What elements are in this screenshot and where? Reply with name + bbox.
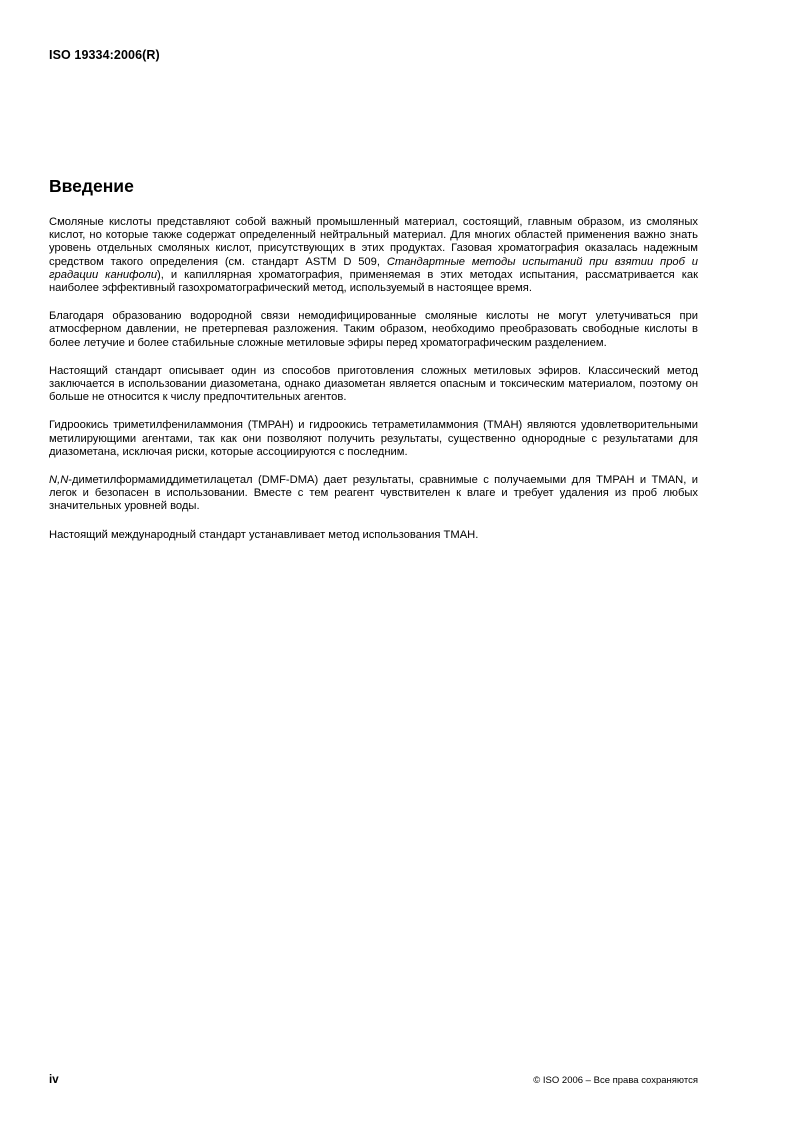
- paragraph-1-text-c: ), и капиллярная хроматография, применяемая в этих методах испытания, рассматривается как наиболее эффективный газохроматографический метод, используемый в настоящее время.: [49, 268, 698, 295]
- paragraph-2: Благодаря образованию водородной связи немодифицированные смоляные кислоты не могут улетучиваться при атмосферном давлении, не претерпевая разложения. Таким образом, необходимо преобразовать свободные кислоты в более летучие и более стабильные сложные метиловые эфиры перед хроматографическим разделением.: [49, 310, 698, 349]
- paragraph-1-text-a: Смоляные кислоты представляют собой важный промышленный материал, состоящий, главным образом, из смоляных кислот, но которые также содержат определенный нейтральный материал. Для многих областей применения важно знать уровень отдельных смоляных кислот, присутствующих в этих продуктах. Газовая хроматография оказалась надежным средством такого определения (см. стандарт ASTM D 509,: [49, 216, 698, 268]
- copyright-notice: © ISO 2006 – Все права сохраняются: [533, 1075, 698, 1086]
- page-number: iv: [49, 1074, 59, 1086]
- paragraph-1-standard-title: Стандартные методы испытаний при взятии проб и градации канифоли: [49, 255, 698, 281]
- introduction-body: [49, 216, 698, 557]
- paragraph-3: Настоящий стандарт описывает один из способов приготовления сложных метиловых эфиров. Классический метод заключается в использовании диазометана, однако диазометан является опасным и токсическим материалом, поэтому он больше не относится к числу предпочтительных агентов.: [49, 364, 698, 404]
- paragraph-5: [49, 474, 698, 514]
- paragraph-5-text: -диметилформамиддиметилацетал (DMF-DMA) дает результаты, сравнимые с получаемыми для TMPAH и TMAN, и легок и безопасен в использовании. Вместе с тем реагент чувствителен к влаге и требует удаления из проб любых значительных уровней воды.: [49, 474, 698, 513]
- section-title: Введение: [49, 176, 134, 196]
- document-header-id: ISO 19334:2006(R): [49, 48, 160, 62]
- paragraph-6: Настоящий международный стандарт устанавливает метод использования TMAH.: [49, 528, 479, 541]
- paragraph-1: [49, 216, 698, 295]
- paragraph-5-italic-prefix: N,N: [49, 474, 69, 487]
- paragraph-4: Гидроокись триметилфениламмония (TMPAH) и гидроокись тетраметиламмония (TMAH) являются удовлетворительными метилирующими агентами, так как они позволяют получить результаты, существенно однородные с результатами для диазометана, исключая риски, которые ассоциируются с последним.: [49, 419, 698, 458]
